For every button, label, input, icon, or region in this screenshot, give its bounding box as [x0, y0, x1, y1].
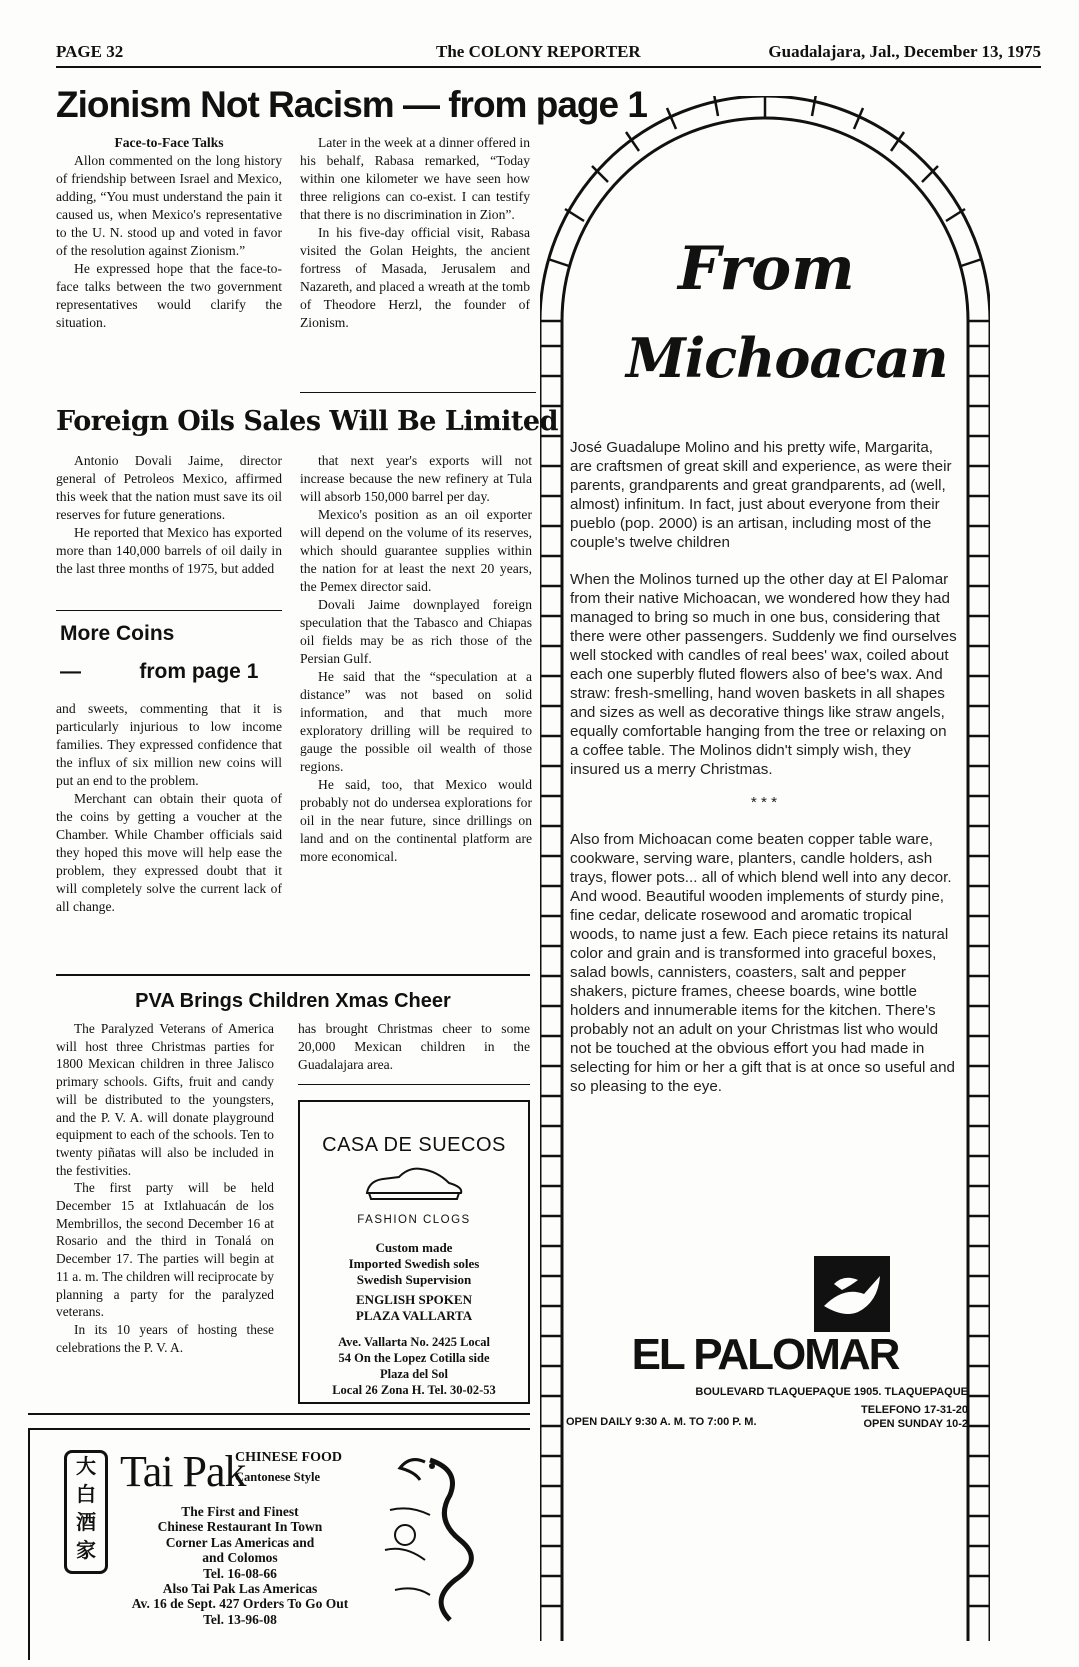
- suecos-tagline: FASHION CLOGS: [357, 1214, 471, 1226]
- coins-column: [56, 700, 282, 916]
- michoacan-text: [570, 438, 958, 1096]
- ad-title-michoacan: Michoacan: [626, 326, 948, 390]
- paragraph: and sweets, commenting that it is particularly injurious to low income families. They expressed confidence that the influx of six million new coins will put an end to the problem.: [56, 701, 282, 788]
- coins-headline: More Coins: [60, 622, 175, 645]
- ad-line: 54 On the Lopez Cotilla side: [338, 1351, 490, 1365]
- paragraph: Dovali Jaime downplayed foreign speculation that the Tabasco and Chiapas oil fields may be as rich those of the Persian Gulf.: [300, 597, 532, 666]
- oils-column-right: [300, 452, 532, 866]
- suecos-language: [300, 1292, 528, 1324]
- paragraph: He said, too, that Mexico would probably not do undersea explorations for oil in the near future, since drillings on land and on the continental platform are more economical.: [300, 777, 532, 864]
- paragraph: has brought Christmas cheer to some 20,000 Mexican children in the Guadalajara area.: [298, 1021, 530, 1072]
- clog-icon: [300, 1163, 528, 1210]
- paragraph: The first party will be held December 15 at Ixtlahuacán de los Membrillos, the second December 16 at Rosario and the third in Tonalá on December 17. The parties will begin at 11 a. m. The children will reciprocate by planning a party for the paralyzed veterans.: [56, 1180, 274, 1320]
- ad-line: ENGLISH SPOKEN: [356, 1292, 472, 1307]
- paragraph: He said that the “speculation at a distance” was not based on solid information, and that much more exploratory drilling will be required to gauge the possible oil wealth of those regions.: [300, 669, 532, 774]
- coins-headline-jump: — from page 1: [60, 660, 259, 683]
- paragraph: Later in the week at a dinner offered in his behalf, Rabasa remarked, “Today within one kilometer we have seen how three religions can co-exist. I can testify that there is no discrimination in Zion”.: [300, 135, 530, 222]
- dragon-icon: [370, 1450, 490, 1635]
- tai-pak-logo-text: 大白酒家: [76, 1456, 96, 1562]
- michoacan-para-2: When the Molinos turned up the other day at El Palomar from their native Michoacan, we wondered how they had managed to bring so much in one bus, considering that there were other passengers. Suddenly we find ourselves well stocked with candles of real bees' wax, coiled about each one superbly fluted flowers also of bee's wax. And straw: fresh-smelling, hand woven baskets in all shapes and sizes as well as decorative things like straw angels, equally comfortable hanging from the tree or relaxing on a coffee table. The Molinos didn't simply wish, they insured us a merry Christmas.: [570, 571, 957, 778]
- paper-name: The COLONY REPORTER: [436, 42, 641, 61]
- dove-logo-icon: [814, 1256, 890, 1337]
- ad-line: Ave. Vallarta No. 2425 Local: [338, 1335, 490, 1349]
- ad-line: Also Tai Pak Las Americas: [162, 1581, 318, 1597]
- palomar-address: BOULEVARD TLAQUEPAQUE 1905. TLAQUEPAQUE: [695, 1386, 968, 1398]
- el-palomar-name: EL PALOMAR: [631, 1330, 899, 1379]
- pva-column-left: [56, 1020, 274, 1356]
- paragraph: Merchant can obtain their quota of the coins by getting a voucher at the Chamber. While Chamber officials said they hoped this move will help ease the problem, they expressed doubt that it will completely solve the current lack of all change.: [56, 791, 282, 914]
- ad-line: and Colomos: [202, 1550, 278, 1566]
- casa-de-suecos-ad: [298, 1100, 530, 1404]
- paragraph: The Paralyzed Veterans of America will host three Christmas parties for 1800 Mexican children in three Jalisco primary schools. Gifts, fruit and candy will be distributed to the youngsters, and the P. V. A. will donate playground equipment to each of the schools. Ten to twenty piñatas will also be included in the festivities.: [56, 1021, 274, 1178]
- divider: [298, 1084, 530, 1085]
- zionism-column-left: [56, 134, 282, 332]
- divider: [56, 974, 530, 976]
- ad-line: PLAZA VALLARTA: [355, 1308, 473, 1323]
- oils-headline: Foreign Oils Sales Will Be Limited: [56, 406, 558, 437]
- tai-pak-name: Tai Pak: [120, 1447, 246, 1496]
- paragraph: Antonio Dovali Jaime, director general of Petroleos Mexico, affirmed this week that the nation must save its oil reserves for future generations.: [56, 453, 282, 522]
- subhead: Face-to-Face Talks: [114, 135, 224, 150]
- ad-title-from: From: [678, 234, 855, 304]
- michoacan-ad: [540, 96, 990, 1641]
- tai-pak-ad: [28, 1428, 530, 1660]
- pva-headline: PVA Brings Children Xmas Cheer: [135, 990, 451, 1012]
- paragraph: In its 10 years of hosting these celebrations the P. V. A.: [56, 1321, 274, 1355]
- ad-line: Plaza del Sol: [379, 1367, 449, 1381]
- michoacan-para-3: Also from Michoacan come beaten copper table ware, cookware, serving ware, planters, candle holders, ash trays, flower pots... all of which blend well into any decor. And wood. Beautiful wooden implements of sturdy pine, fine cedar, delicate rosewood and aromatic tropical woods, to name just a few. Each piece retains its natural color and grain and is transformed into graceful boxes, salad bowls, cannisters, coasters, salt and pepper shakers, picture frames, cheese boards, wine bottle holders and innumerable items for the kitchen. There's probably not an adult on your Christmas list who would not be touched at the obvious effort you had made in selecting for him or her a gift that is at once so useful and so pleasing to the eye.: [570, 831, 955, 1095]
- divider: [56, 610, 282, 611]
- section-divider: * * *: [750, 794, 778, 811]
- michoacan-para-1: José Guadalupe Molino and his pretty wife, Margarita, are craftsmen of great skill and experience, as were their parents, grandparents and great grandparents, ad (well, almost) infinitum. In fact, just about everyone from their pueblo (pop. 2000) is an artisan, including most of the couple's twelve children: [570, 439, 952, 551]
- ad-line: Local 26 Zona H. Tel. 30-02-53: [332, 1383, 496, 1397]
- suecos-name: CASA DE SUECOS: [322, 1134, 506, 1156]
- zionism-column-right: [300, 134, 530, 332]
- paragraph: In his five-day official visit, Rabasa visited the Golan Heights, the ancient fortress of Masada, Jerusalem and Nazareth, and placed a wreath at the tomb of Theodore Herzl, the founder of Zionism.: [300, 225, 530, 330]
- oils-column-left: [56, 452, 282, 578]
- ad-line: Av. 16 de Sept. 427 Orders To Go Out: [131, 1596, 349, 1612]
- paragraph: Mexico's position as an oil exporter will depend on the volume of its reserves, which should guarantee supplies within the nation for at least the next 20 years, the Pemex director said.: [300, 507, 532, 594]
- paragraph: He reported that Mexico has exported more than 140,000 barrels of oil daily in the last three months of 1975, but added: [56, 525, 282, 576]
- ad-line: Imported Swedish soles: [348, 1256, 480, 1271]
- palomar-phone: TELEFONO 17-31-20: [861, 1404, 968, 1416]
- ad-line: Corner Las Americas and: [165, 1534, 315, 1550]
- ad-line: The First and Finest: [181, 1504, 299, 1519]
- divider: [28, 1413, 530, 1415]
- page-number: PAGE 32: [56, 42, 124, 61]
- palomar-hours: OPEN DAILY 9:30 A. M. TO 7:00 P. M.: [566, 1416, 757, 1428]
- ad-line: Chinese Restaurant In Town: [157, 1519, 323, 1535]
- divider: [300, 392, 536, 393]
- paragraph: He expressed hope that the face-to-face talks between the two government representatives would clarify the situation.: [56, 261, 282, 330]
- ad-line: Custom made: [375, 1240, 453, 1255]
- suecos-address: [300, 1334, 528, 1398]
- tai-pak-details: [90, 1504, 390, 1627]
- ad-line: Swedish Supervision: [356, 1272, 472, 1287]
- pva-column-right: [298, 1020, 530, 1074]
- tai-pak-cuisine: CHINESE FOOD: [235, 1450, 342, 1465]
- ad-line: Tel. 16-08-66: [203, 1565, 277, 1581]
- dateline: Guadalajara, Jal., December 13, 1975: [768, 42, 1041, 61]
- tai-pak-style: Cantonese Style: [235, 1470, 321, 1484]
- paragraph: that next year's exports will not increase because the new refinery at Tula will absorb 150,000 barrel per day.: [300, 453, 532, 504]
- ad-line: Tel. 13-96-08: [203, 1611, 277, 1627]
- suecos-details: [300, 1240, 528, 1288]
- palomar-sunday: OPEN SUNDAY 10-2: [863, 1418, 968, 1430]
- zionism-headline: Zionism Not Racism — from page 1: [56, 84, 647, 125]
- masthead: [56, 40, 1041, 68]
- paragraph: Allon commented on the long history of friendship between Israel and Mexico, adding, “You must understand the pain it caused us, when Mexico's representative to the U. N. stood up and voted in favor of the resolution against Zionism.”: [56, 153, 282, 258]
